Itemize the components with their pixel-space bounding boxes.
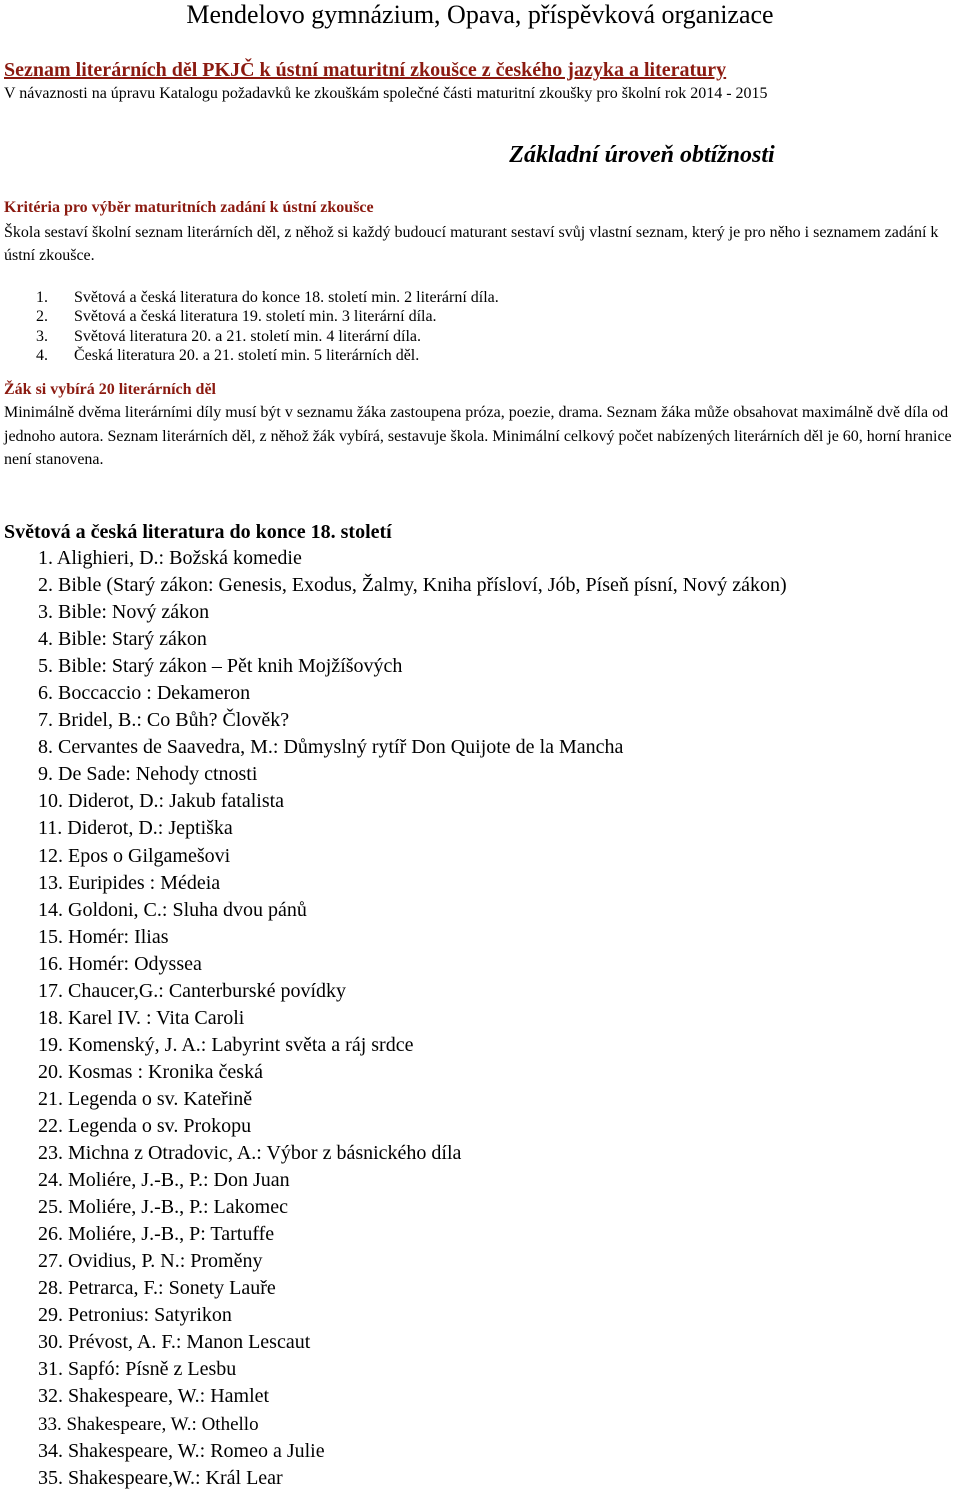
work-item: 2. Bible (Starý zákon: Genesis, Exodus, Žalmy, Kniha přísloví, Jób, Píseň písní, Nový zákon)	[38, 574, 787, 597]
work-item: 14. Goldoni, C.: Sluha dvou pánů	[38, 898, 307, 921]
work-item: 6. Boccaccio : Dekameron	[38, 682, 251, 705]
work-item: 22. Legenda o sv. Prokopu	[38, 1114, 252, 1137]
rule-text: Světová a česká literatura do konce 18. století min. 2 literární díla.	[74, 289, 499, 306]
rule-text: Česká literatura 20. a 21. století min. 5 literárních děl.	[74, 346, 420, 364]
rule-number: 3.	[36, 327, 48, 345]
work-item: 32. Shakespeare, W.: Hamlet	[38, 1385, 270, 1408]
section-heading: Světová a česká literatura do konce 18. století	[4, 521, 392, 543]
work-item: 10. Diderot, D.: Jakub fatalista	[38, 790, 285, 813]
rule-item	[36, 327, 499, 346]
criteria-text: Škola sestaví školní seznam literárních děl, z něhož si každý budoucí maturant sestaví svůj vlastní seznam, který je pro něho i seznamem zadání k ústní zkoušce.	[4, 224, 939, 264]
work-item: 1. Alighieri, D.: Božská komedie	[38, 547, 302, 569]
work-item: 29. Petronius: Satyrikon	[38, 1304, 232, 1327]
rule-number: 1.	[36, 289, 48, 306]
pick-heading: Žák si vybírá 20 literárních děl	[4, 381, 216, 398]
work-item: 25. Moliére, J.-B., P.: Lakomec	[38, 1196, 288, 1219]
work-item: 17. Chaucer,G.: Canterburské povídky	[38, 979, 347, 1002]
rule-item	[36, 346, 499, 365]
work-item: 11. Diderot, D.: Jeptiška	[38, 817, 233, 840]
work-item: 13. Euripides : Médeia	[38, 871, 221, 894]
work-item: 21. Legenda o sv. Kateřině	[38, 1087, 253, 1110]
work-item: 27. Ovidius, P. N.: Proměny	[38, 1250, 263, 1273]
rule-number: 4.	[36, 346, 48, 364]
work-item: 9. De Sade: Nehody ctnosti	[38, 763, 258, 786]
work-item: 23. Michna z Otradovic, A.: Výbor z básnického díla	[38, 1142, 462, 1165]
work-item: 7. Bridel, B.: Co Bůh? Člověk?	[38, 709, 290, 732]
work-item: 5. Bible: Starý zákon – Pět knih Mojžíšových	[38, 655, 403, 678]
selection-rules-list	[36, 288, 499, 365]
work-item: 26. Moliére, J.-B., P: Tartuffe	[38, 1223, 275, 1246]
rule-text: Světová literatura 20. a 21. století min. 4 literární díla.	[74, 327, 422, 345]
rule-item	[36, 288, 499, 307]
work-item: 3. Bible: Nový zákon	[38, 601, 210, 624]
work-item: 34. Shakespeare, W.: Romeo a Julie	[38, 1439, 325, 1462]
catalog-note: V návaznosti na úpravu Katalogu požadavků ke zkouškám společné části maturitní zkoušky pro školní rok 2014 - 2015	[4, 85, 768, 102]
pick-rules-text: Minimálně dvěma literárními díly musí být v seznamu žáka zastoupena próza, poezie, drama. Seznam žáka může obsahovat maximálně dvě díla od jednoho autora. Seznam literárních děl, z něhož žák vybírá, sestavuje škola. Minimální celkový počet nabízených literárních děl je 60, horní hranice není stanovena.	[4, 404, 952, 468]
work-item: 24. Moliére, J.-B., P.: Don Juan	[38, 1169, 290, 1192]
school-name: Mendelovo gymnázium, Opava, příspěvková organizace	[186, 0, 774, 29]
rule-item	[36, 307, 499, 326]
document-subtitle: Seznam literárních děl PKJČ k ústní maturitní zkoušce z českého jazyka a literatury	[4, 59, 727, 81]
work-item: 4. Bible: Starý zákon	[38, 628, 207, 651]
work-item: 20. Kosmas : Kronika česká	[38, 1060, 263, 1083]
difficulty-level-heading: Základní úroveň obtížnosti	[509, 142, 775, 168]
criteria-heading: Kritéria pro výběr maturitních zadání k ústní zkoušce	[4, 199, 374, 216]
work-item: 19. Komenský, J. A.: Labyrint světa a ráj srdce	[38, 1033, 414, 1056]
works-list	[38, 545, 787, 1492]
rule-text: Světová a česká literatura 19. století min. 3 literární díla.	[74, 308, 437, 326]
work-item: 33. Shakespeare, W.: Othello	[38, 1413, 259, 1435]
work-item: 35. Shakespeare,W.: Král Lear	[38, 1466, 283, 1489]
work-item: 8. Cervantes de Saavedra, M.: Důmyslný rytíř Don Quijote de la Mancha	[38, 736, 624, 759]
work-item: 31. Sapfó: Písně z Lesbu	[38, 1358, 237, 1381]
work-item: 15. Homér: Ilias	[38, 925, 169, 948]
work-item: 12. Epos o Gilgamešovi	[38, 844, 231, 867]
work-item: 28. Petrarca, F.: Sonety Lauře	[38, 1277, 276, 1300]
rule-number: 2.	[36, 308, 48, 326]
work-item: 18. Karel IV. : Vita Caroli	[38, 1006, 245, 1029]
work-item: 30. Prévost, A. F.: Manon Lescaut	[38, 1331, 311, 1354]
work-item: 16. Homér: Odyssea	[38, 952, 202, 975]
